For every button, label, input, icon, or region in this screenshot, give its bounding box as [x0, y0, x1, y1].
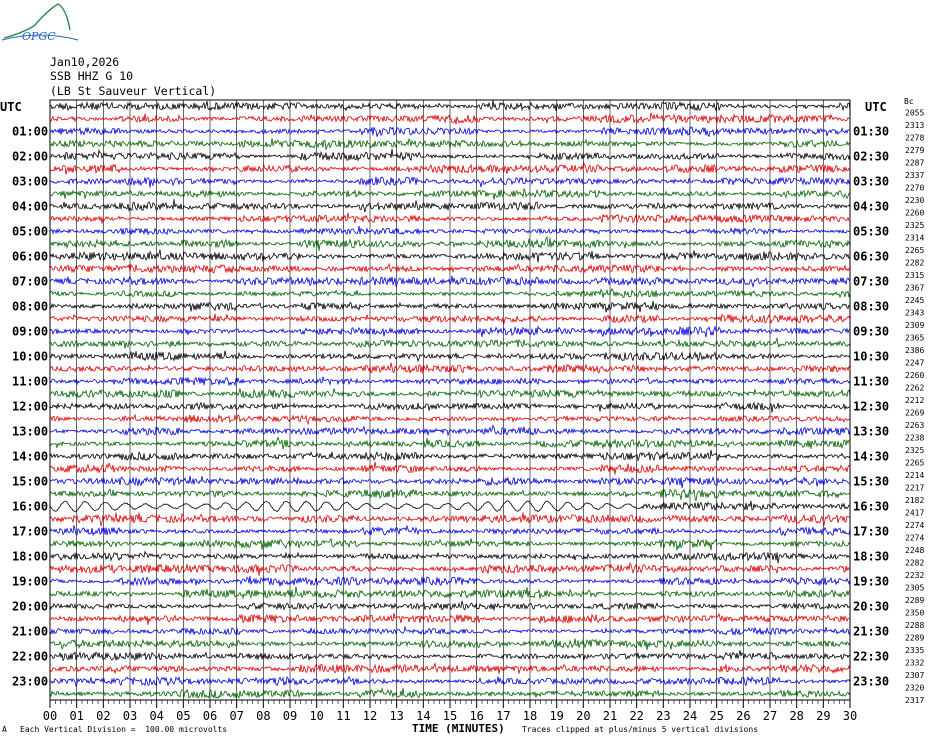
right-half-hour-label: 08:30 [853, 299, 890, 314]
trace-value: 2350 [905, 608, 925, 618]
trace-value: 2282 [905, 258, 925, 268]
trace-value: 2279 [905, 146, 925, 155]
x-tick-label: 19 [549, 709, 564, 723]
x-tick-label: 23 [656, 709, 671, 723]
x-tick-label: 03 [122, 709, 138, 723]
x-tick-label: 02 [96, 709, 111, 723]
x-tick-label: 12 [362, 709, 378, 723]
right-axis-title: UTC [865, 100, 887, 114]
right-column-title: Bc [904, 97, 914, 106]
x-tick-label: 15 [442, 709, 458, 723]
trace-value: 2245 [905, 296, 925, 305]
left-hour-label: 15:00 [12, 474, 49, 489]
left-hour-label: 05:00 [12, 224, 49, 239]
x-tick-label: 26 [736, 709, 751, 723]
x-tick-label: 20 [576, 709, 591, 723]
trace-value: 2265 [905, 246, 925, 255]
trace-value: 2269 [905, 408, 925, 418]
right-half-hour-label: 02:30 [853, 149, 890, 164]
x-tick-label: 09 [282, 709, 298, 723]
right-half-hour-label: 01:30 [853, 124, 890, 139]
trace-value: 2278 [905, 133, 925, 143]
trace-value: 2417 [905, 508, 925, 518]
scale-note: Each Vertical Division = 100.00 microvolts [20, 725, 228, 734]
trace-value: 2265 [905, 458, 925, 468]
x-tick-label: 14 [416, 709, 431, 723]
trace-value: 2248 [905, 546, 925, 555]
x-tick-label: 05 [176, 709, 191, 723]
x-tick-label: 28 [789, 709, 804, 723]
left-hour-label: 04:00 [12, 199, 49, 214]
left-hour-label: 11:00 [12, 374, 49, 389]
trace-value: 2247 [905, 358, 925, 368]
corner-mark: A [2, 725, 7, 734]
x-tick-label: 10 [309, 709, 324, 723]
trace-value: 2260 [905, 208, 925, 218]
left-hour-label: 17:00 [12, 524, 49, 539]
right-half-hour-label: 05:30 [853, 224, 890, 239]
x-tick-label: 27 [762, 709, 778, 723]
right-half-hour-label: 06:30 [853, 249, 890, 264]
x-tick-label: 01 [69, 709, 84, 723]
trace-value: 2217 [905, 483, 925, 493]
trace-value: 2367 [905, 283, 925, 293]
trace-value: 2262 [905, 383, 925, 393]
left-hour-label: 13:00 [12, 424, 49, 439]
right-half-hour-label: 13:30 [853, 424, 890, 439]
plot-grid [50, 100, 850, 708]
header-station: (LB St Sauveur Vertical) [50, 84, 217, 98]
left-hour-label: 12:00 [12, 399, 49, 414]
trace-value: 2309 [905, 321, 925, 330]
x-tick-label: 16 [469, 709, 484, 723]
x-tick-label: 13 [389, 709, 404, 723]
trace-value: 2289 [905, 633, 925, 643]
left-hour-label: 21:00 [12, 624, 49, 639]
right-half-hour-label: 03:30 [853, 174, 890, 189]
right-half-hour-label: 22:30 [853, 649, 890, 664]
left-hour-label: 22:00 [12, 649, 49, 664]
trace-value: 2260 [905, 371, 925, 380]
trace-value: 2282 [905, 558, 925, 568]
right-half-hour-label: 10:30 [853, 349, 890, 364]
trace-value: 2055 [905, 108, 925, 118]
trace-value: 2315 [905, 271, 925, 280]
x-tick-label: 07 [229, 709, 244, 723]
right-half-hour-label: 19:30 [853, 574, 890, 589]
x-tick-label: 00 [42, 709, 58, 723]
x-tick-label: 21 [602, 709, 618, 723]
trace-value: 2307 [905, 671, 925, 680]
right-half-hour-label: 11:30 [853, 374, 890, 389]
left-hour-label: 10:00 [12, 349, 49, 364]
right-half-hour-label: 21:30 [853, 624, 890, 639]
right-half-hour-label: 17:30 [853, 524, 890, 539]
trace-value: 2314 [905, 233, 925, 243]
x-axis-title: TIME (MINUTES) [412, 722, 505, 735]
right-half-hour-label: 04:30 [853, 199, 890, 214]
trace-value: 2335 [905, 646, 925, 655]
x-tick-label: 30 [842, 709, 858, 723]
left-hour-label: 02:00 [12, 149, 49, 164]
x-tick-label: 17 [496, 709, 511, 723]
x-tick-label: 18 [522, 709, 538, 723]
trace-value: 2212 [905, 396, 925, 405]
x-tick-label: 25 [709, 709, 724, 723]
left-hour-label: 16:00 [12, 499, 49, 514]
x-tick-label: 04 [149, 709, 164, 723]
left-axis-title: UTC [0, 100, 22, 114]
left-hour-label: 07:00 [12, 274, 49, 289]
trace-value: 2232 [905, 571, 925, 580]
trace-value: 2287 [905, 158, 925, 168]
x-tick-label: 06 [202, 709, 218, 723]
trace-value: 2386 [905, 346, 925, 355]
trace-value: 2313 [905, 121, 925, 130]
x-tick-label: 29 [816, 709, 831, 723]
right-half-hour-label: 14:30 [853, 449, 890, 464]
trace-value: 2274 [905, 521, 925, 530]
x-tick-label: 22 [629, 709, 644, 723]
left-hour-label: 01:00 [12, 124, 49, 139]
x-tick-label: 11 [336, 709, 351, 723]
trace-value: 2337 [905, 171, 925, 180]
header-date: Jan10,2026 [50, 55, 120, 69]
left-hour-label: 20:00 [12, 599, 49, 614]
right-half-hour-label: 09:30 [853, 324, 890, 339]
left-hour-label: 23:00 [12, 674, 49, 689]
left-hour-label: 03:00 [12, 174, 49, 189]
trace-value: 2238 [905, 433, 925, 443]
left-hour-label: 18:00 [12, 549, 49, 564]
left-hour-label: 09:00 [12, 324, 49, 339]
right-half-hour-label: 07:30 [853, 274, 890, 289]
header-channel: SSB HHZ G 10 [50, 69, 134, 83]
trace-value: 2214 [905, 471, 925, 480]
trace-value: 2320 [905, 683, 925, 693]
trace-value: 2343 [905, 308, 925, 318]
trace-value: 2365 [905, 333, 925, 343]
trace-value: 2270 [905, 183, 925, 193]
trace-value: 2332 [905, 658, 925, 668]
left-hour-label: 19:00 [12, 574, 49, 589]
right-half-hour-label: 16:30 [853, 499, 890, 514]
trace-value: 2274 [905, 533, 925, 543]
trace-value: 2289 [905, 596, 925, 605]
logo-text: OPGC [22, 30, 56, 43]
left-hour-label: 14:00 [12, 449, 49, 464]
left-hour-label: 08:00 [12, 299, 49, 314]
trace-value: 2288 [905, 621, 925, 630]
x-tick-label: 08 [256, 709, 271, 723]
right-half-hour-label: 20:30 [853, 599, 890, 614]
trace-value: 2182 [905, 496, 925, 505]
right-half-hour-label: 18:30 [853, 549, 890, 564]
trace-value: 2263 [905, 421, 925, 430]
right-half-hour-label: 12:30 [853, 399, 890, 414]
trace-value: 2317 [905, 696, 925, 705]
trace-value: 2325 [905, 446, 925, 455]
x-tick-label: 24 [682, 709, 698, 723]
right-half-hour-label: 23:30 [853, 674, 890, 689]
left-hour-label: 06:00 [12, 249, 49, 264]
trace-value: 2305 [905, 583, 925, 593]
trace-value: 2325 [905, 221, 925, 230]
clip-note: Traces clipped at plus/minus 5 vertical divisions [522, 725, 759, 734]
right-half-hour-label: 15:30 [853, 474, 890, 489]
trace-value: 2230 [905, 196, 925, 205]
